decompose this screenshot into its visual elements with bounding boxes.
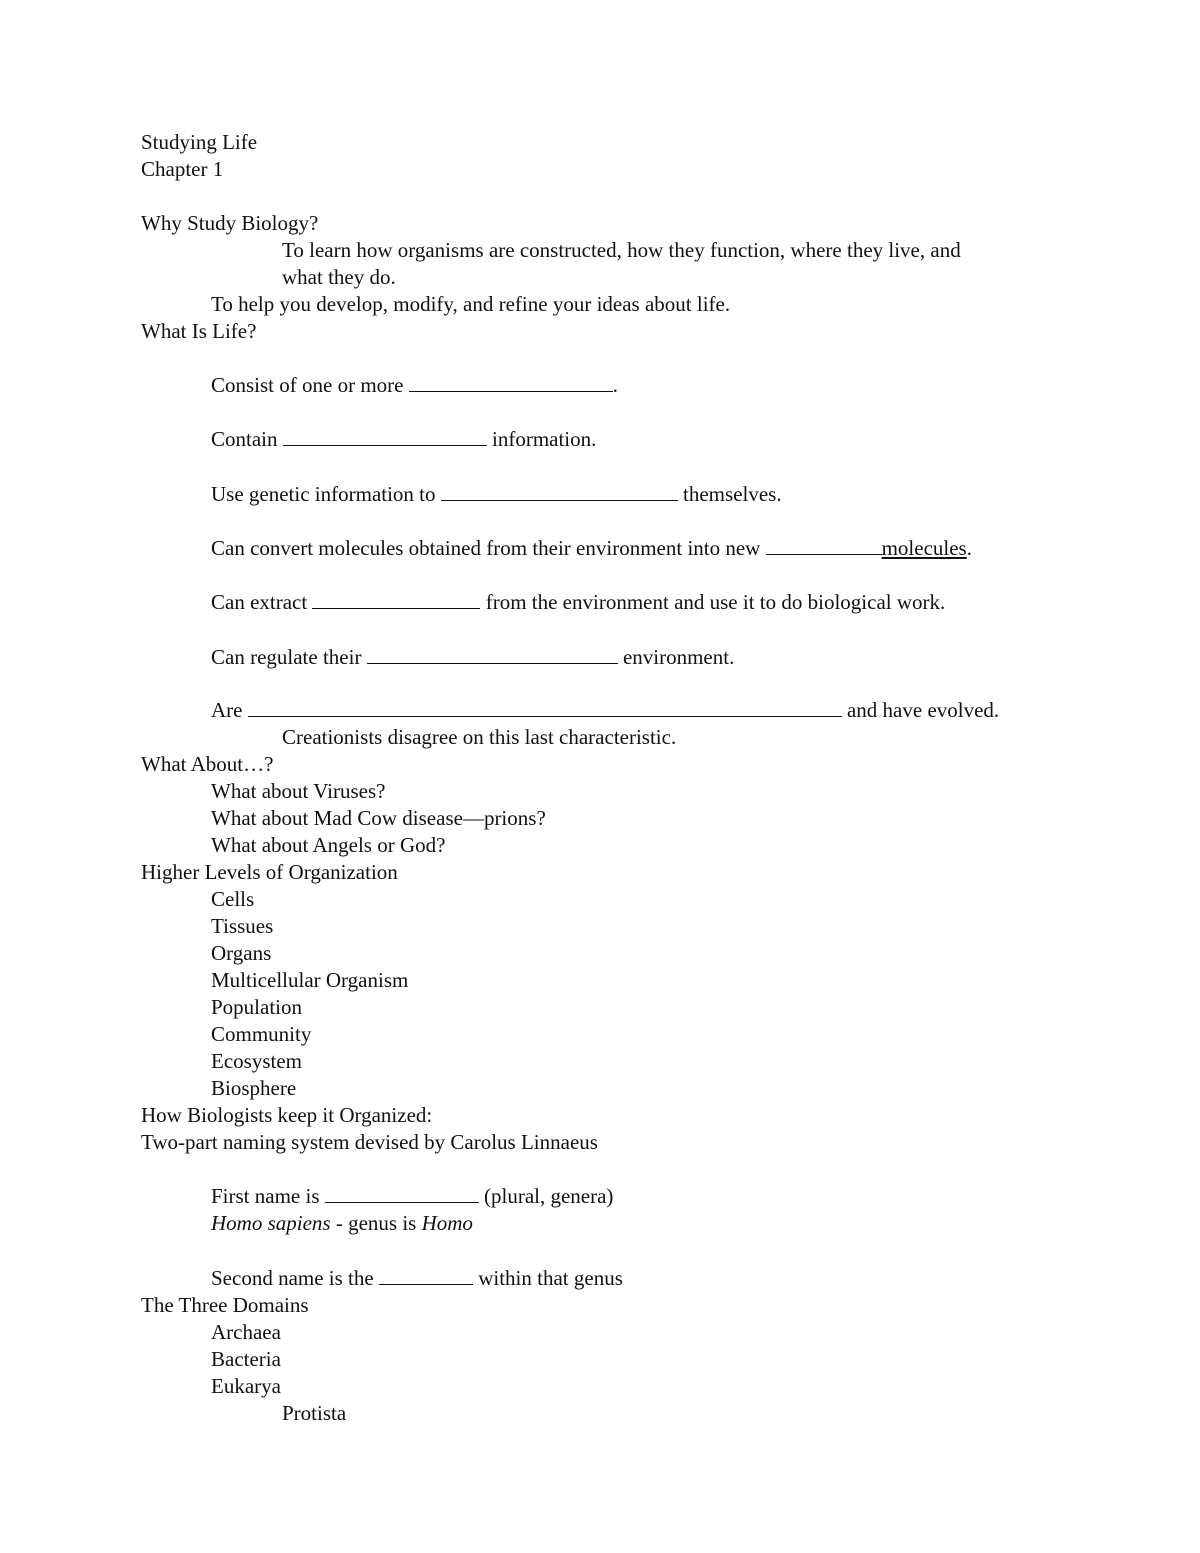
example-species: Homo sapiens xyxy=(211,1211,331,1235)
life-item-convert-text: Can convert molecules obtained from their environment into new xyxy=(211,536,761,560)
life-item-energy xyxy=(211,589,945,615)
domains-subitem: Protista xyxy=(282,1401,347,1425)
life-item-replicate-text: Use genetic information to xyxy=(211,482,436,506)
life-item-replicate-end: themselves. xyxy=(683,482,782,506)
life-item-genetic-text: Contain xyxy=(211,427,278,451)
life-item-evolved-text: Are xyxy=(211,698,243,722)
levels-item: Multicellular Organism xyxy=(211,968,409,992)
naming-first-text: First name is xyxy=(211,1184,320,1208)
why-heading: Why Study Biology? xyxy=(141,211,319,235)
life-item-convert-underlined: molecules xyxy=(881,536,967,560)
levels-item: Community xyxy=(211,1022,312,1046)
life-item-cells-end: . xyxy=(612,373,618,397)
fill-blank xyxy=(248,698,842,717)
life-item-cells xyxy=(211,372,618,398)
life-item-evolved-end: and have evolved. xyxy=(846,698,1000,722)
domains-item: Archaea xyxy=(211,1320,281,1344)
fill-blank xyxy=(325,1184,479,1203)
why-line-1: To learn how organisms are constructed, how they function, where they live, and xyxy=(282,238,961,262)
naming-second-text: Second name is the xyxy=(211,1266,374,1290)
about-item: What about Viruses? xyxy=(211,779,386,803)
about-item: What about Mad Cow disease—prions? xyxy=(211,806,546,830)
levels-item: Ecosystem xyxy=(211,1049,302,1073)
life-item-convert-end: . xyxy=(966,536,972,560)
life-item-regulate xyxy=(211,644,734,670)
fill-blank xyxy=(766,536,882,555)
life-item-replicate xyxy=(211,481,782,507)
chapter-label: Chapter 1 xyxy=(141,157,224,181)
fill-blank xyxy=(409,373,613,392)
levels-item: Population xyxy=(211,995,303,1019)
naming-heading: How Biologists keep it Organized: xyxy=(141,1103,433,1127)
why-line-2: what they do. xyxy=(282,265,396,289)
life-item-genetic xyxy=(211,426,596,452)
naming-subheading: Two-part naming system devised by Carolus Linnaeus xyxy=(141,1130,598,1154)
about-item: What about Angels or God? xyxy=(211,833,446,857)
life-item-regulate-text: Can regulate their xyxy=(211,645,362,669)
levels-item: Tissues xyxy=(211,914,274,938)
fill-blank xyxy=(312,590,480,609)
domains-item: Bacteria xyxy=(211,1347,281,1371)
levels-item: Biosphere xyxy=(211,1076,297,1100)
domains-item: Eukarya xyxy=(211,1374,281,1398)
example-genus: Homo xyxy=(421,1211,473,1235)
naming-example xyxy=(211,1210,473,1236)
life-item-energy-text: Can extract xyxy=(211,590,308,614)
naming-second-name xyxy=(211,1265,623,1291)
why-line-3: To help you develop, modify, and refine your ideas about life. xyxy=(211,292,731,316)
levels-item: Cells xyxy=(211,887,255,911)
fill-blank xyxy=(441,482,678,501)
naming-second-end: within that genus xyxy=(478,1266,623,1290)
document-title: Studying Life xyxy=(141,130,258,154)
about-heading: What About…? xyxy=(141,752,274,776)
life-item-energy-end: from the environment and use it to do biological work. xyxy=(485,590,946,614)
life-item-convert xyxy=(211,535,972,561)
life-item-regulate-end: environment. xyxy=(622,645,735,669)
life-item-cells-text: Consist of one or more xyxy=(211,373,404,397)
fill-blank xyxy=(283,427,487,446)
domains-heading: The Three Domains xyxy=(141,1293,309,1317)
life-item-genetic-end: information. xyxy=(492,427,597,451)
life-item-evolved xyxy=(211,697,999,723)
levels-item: Organs xyxy=(211,941,272,965)
life-note: Creationists disagree on this last characteristic. xyxy=(282,725,677,749)
fill-blank xyxy=(379,1266,473,1285)
life-heading: What Is Life? xyxy=(141,319,257,343)
example-mid: - genus is xyxy=(330,1211,422,1235)
levels-heading: Higher Levels of Organization xyxy=(141,860,398,884)
fill-blank xyxy=(367,645,618,664)
naming-first-name xyxy=(211,1183,613,1209)
naming-first-end: (plural, genera) xyxy=(484,1184,614,1208)
